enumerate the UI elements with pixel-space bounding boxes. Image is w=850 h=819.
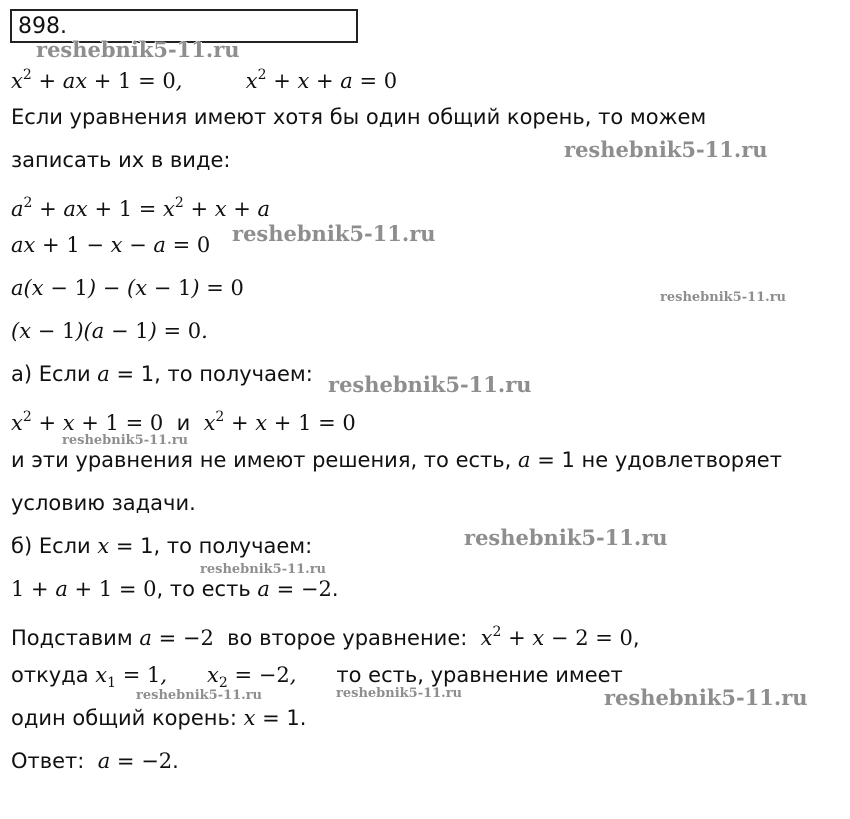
watermark: reshebnik5-11.ru bbox=[336, 686, 463, 701]
roots-line: откуда $x_1 = 1$, $x_2 = -2$, то есть, уравнение имеет bbox=[11, 663, 623, 691]
given-equations bbox=[11, 61, 397, 95]
equation-1: $x^2$ + ax + 1 = 0, bbox=[11, 67, 183, 93]
case-a-heading: а) Если a = 1, то получаем: bbox=[11, 362, 313, 386]
step-2: ax + 1 − x − a = 0 bbox=[11, 233, 211, 257]
watermark: reshebnik5-11.ru bbox=[564, 137, 768, 162]
case-b-heading: б) Если x = 1, то получаем: bbox=[11, 534, 313, 558]
problem-number: 898. bbox=[18, 14, 67, 39]
case-a-conclusion-1: и эти уравнения не имеют решения, то есть, a = 1 не удовлетворяет bbox=[11, 448, 782, 472]
common-root-line: один общий корень: x = 1. bbox=[11, 706, 307, 730]
paragraph-line-2: записать их в виде: bbox=[11, 148, 231, 172]
substitution-line: Подставим a = −2 во второе уравнение: $x^2 + x - 2 = 0$, bbox=[11, 624, 640, 650]
watermark: reshebnik5-11.ru bbox=[604, 685, 808, 710]
step-3: a(x − 1) − (x − 1) = 0 bbox=[11, 276, 244, 300]
case-a-equations: $x^2 + x + 1 = 0$ и $x^2 + x + 1 = 0$ bbox=[11, 409, 356, 435]
case-a-conclusion-2: условию задачи. bbox=[11, 491, 196, 515]
watermark: reshebnik5-11.ru bbox=[62, 433, 189, 448]
watermark: reshebnik5-11.ru bbox=[464, 525, 668, 550]
watermark: reshebnik5-11.ru bbox=[328, 372, 532, 397]
answer-line: Ответ: a = −2. bbox=[11, 749, 179, 773]
watermark: reshebnik5-11.ru bbox=[200, 562, 327, 577]
equation-2: $x^2 + x + a = 0$ bbox=[245, 67, 398, 93]
step-4: (x − 1)(a − 1) = 0. bbox=[11, 319, 208, 343]
paragraph-line-1: Если уравнения имеют хотя бы один общий корень, то можем bbox=[11, 105, 707, 129]
watermark: reshebnik5-11.ru bbox=[660, 290, 787, 305]
watermark: reshebnik5-11.ru bbox=[232, 221, 436, 246]
watermark: reshebnik5-11.ru bbox=[136, 688, 263, 703]
step-1: $a^2$ + ax + $1 = x^2 + x + a$ bbox=[11, 195, 271, 221]
case-b-equation: 1 + a + 1 = 0, то есть a = −2. bbox=[11, 577, 339, 601]
watermark: reshebnik5-11.ru bbox=[36, 37, 240, 62]
